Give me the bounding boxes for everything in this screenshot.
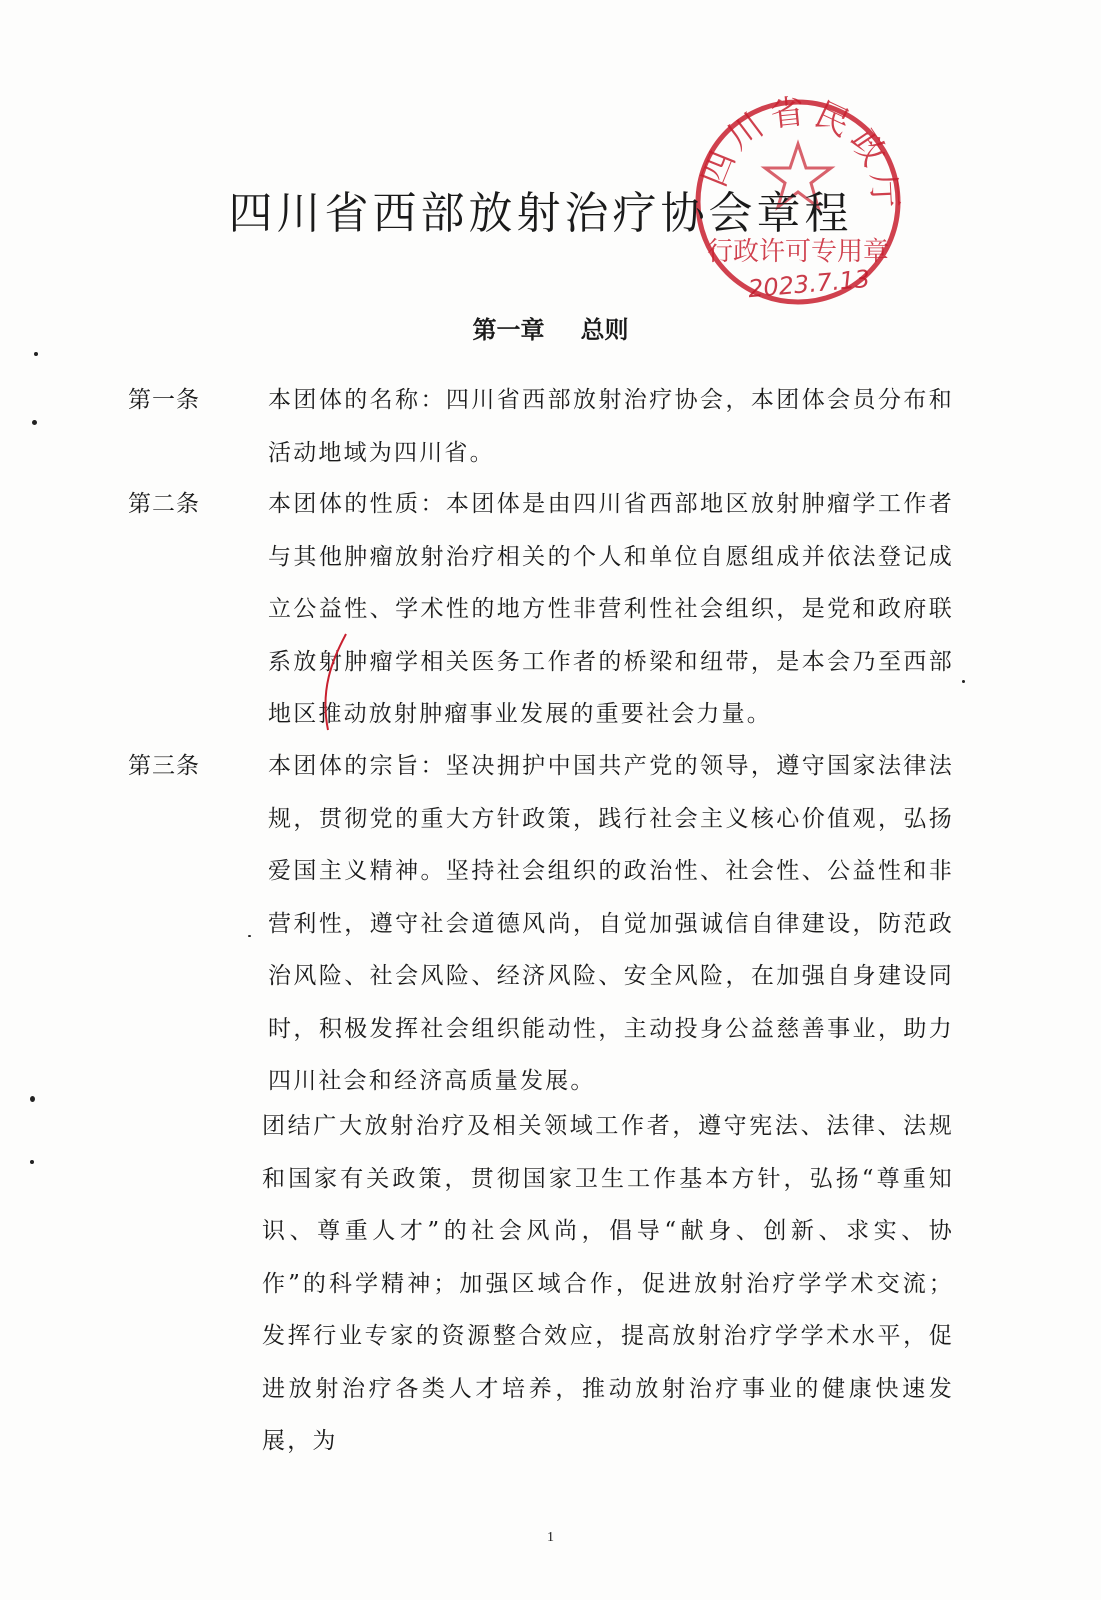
scan-speck (248, 935, 251, 937)
document-title-text: 四川省西部放射治疗协会章程 (228, 188, 853, 239)
seal-date: 2023.7.13 (747, 264, 872, 304)
article-label: 第二条 (128, 491, 200, 517)
chapter-heading (0, 314, 1101, 346)
scan-speck (32, 420, 37, 425)
article-label: 第三条 (128, 753, 200, 779)
scan-speck (34, 352, 38, 356)
scan-speck (30, 1160, 34, 1164)
article-text: 本团体的名称：四川省西部放射治疗协会，本团体会员分布和活动地域为四川省。 (268, 387, 954, 466)
seal-purpose-text: 行政许可专用章 (706, 237, 890, 267)
body-paragraph: 团结广大放射治疗及相关领域工作者，遵守宪法、法律、法规和国家有关政策，贯彻国家卫生工作基本方针，弘扬“尊重知识、尊重人才”的社会风尚，倡导“献身、创新、求实、协作”的科学精神；加强区域合作，促进放射治疗学学术交流；发挥行业专家的资源整合效应，提高放射治疗学学术水平，促进放射治疗各类人才培养，推动放射治疗事业的健康快速发展，为 (262, 1113, 954, 1454)
scan-speck (962, 680, 965, 683)
document-title (0, 186, 1101, 242)
chapter-name: 总则 (580, 315, 629, 344)
scan-speck (30, 1096, 35, 1102)
article-text: 本团体的性质：本团体是由四川省西部地区放射肿瘤学工作者与其他肿瘤放射治疗相关的个人和单位自愿组成并依法登记成立公益性、学术性的地方性非营利性社会组织，是党和政府联系放射肿瘤学相关医务工作者的桥梁和纽带，是本会乃至西部地区推动放射肿瘤事业发展的重要社会力量。 (268, 491, 954, 727)
pen-correction-mark (314, 630, 354, 740)
chapter-number: 第一章 (472, 315, 545, 344)
page-number: 1 (547, 1530, 554, 1545)
article-text: 本团体的宗旨：坚决拥护中国共产党的领导，遵守国家法律法规，贯彻党的重大方针政策，践行社会主义核心价值观，弘扬爱国主义精神。坚持社会组织的政治性、社会性、公益性和非营利性，遵守社会道德风尚，自觉加强诚信自律建设，防范政治风险、社会风险、经济风险、安全风险，在加强自身建设同时，积极发挥社会组织能动性，主动投身公益慈善事业，助力四川社会和经济高质量发展。 (268, 753, 954, 1094)
seal-org-text: 四川省民政厅 (694, 92, 905, 215)
article-label: 第一条 (128, 387, 200, 413)
